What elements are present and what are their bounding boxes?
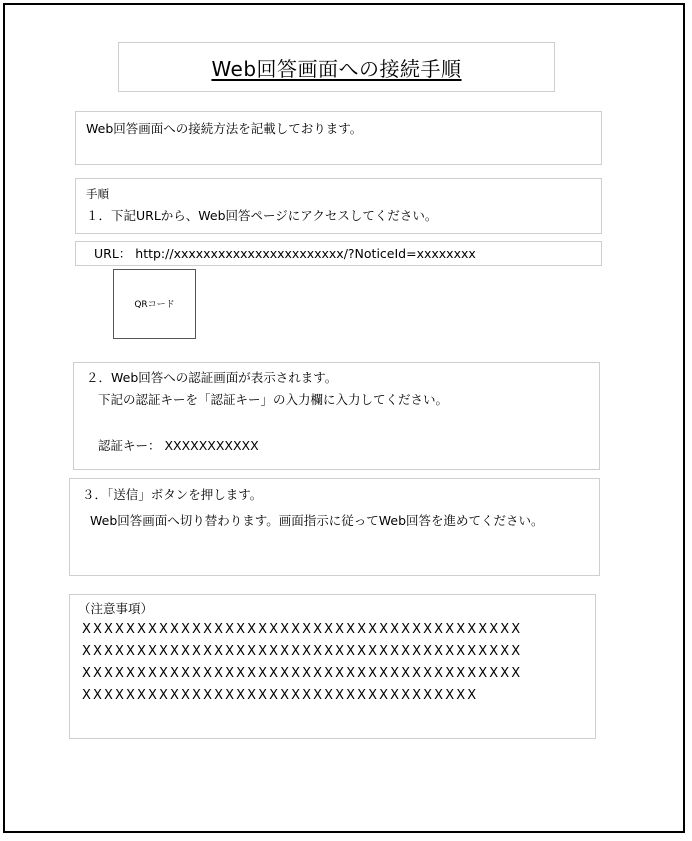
step2-box bbox=[73, 362, 600, 470]
notes-line: XXXXXXXXXXXXXXXXXXXXXXXXXXXXXXXXXXXXXXXX bbox=[82, 622, 523, 637]
notes-line: XXXXXXXXXXXXXXXXXXXXXXXXXXXXXXXXXXXXXXXX bbox=[82, 666, 523, 681]
title-box bbox=[118, 42, 555, 92]
steps-box bbox=[75, 178, 602, 234]
intro-box bbox=[75, 111, 602, 165]
url-box bbox=[75, 241, 602, 266]
page-title: Web回答画面への接続手順 bbox=[211, 57, 462, 81]
notes-line: XXXXXXXXXXXXXXXXXXXXXXXXXXXXXXXXXXXXXXXX bbox=[82, 644, 523, 659]
qr-code-label: QRコード bbox=[134, 300, 175, 310]
step3-line2: Web回答画面へ切り替わります。画面指示に従ってWeb回答を進めてください。 bbox=[90, 513, 544, 528]
notes-heading: （注意事項） bbox=[78, 601, 154, 616]
step2-line2: 下記の認証キーを「認証キー」の入力欄に入力してください。 bbox=[98, 392, 449, 407]
qr-code-placeholder bbox=[113, 269, 196, 339]
steps-heading: 手順 bbox=[86, 187, 109, 201]
step1-text: １．下記URLから、Web回答ページにアクセスしてください。 bbox=[86, 208, 438, 223]
auth-key-line: 認証キー： XXXXXXXXXXX bbox=[98, 438, 259, 453]
notes-box bbox=[69, 594, 596, 739]
notes-line: XXXXXXXXXXXXXXXXXXXXXXXXXXXXXXXXXXXX bbox=[82, 688, 479, 703]
step2-line1: ２．Web回答への認証画面が表示されます。 bbox=[86, 370, 338, 385]
document-page bbox=[3, 3, 685, 833]
intro-text: Web回答画面への接続方法を記載しております。 bbox=[86, 121, 363, 136]
step3-box bbox=[69, 478, 600, 576]
url-text: URL： http://xxxxxxxxxxxxxxxxxxxxxxx/?NoticeId=xxxxxxxx bbox=[94, 246, 476, 261]
step3-line1: ３．「送信」ボタンを押します。 bbox=[82, 487, 263, 502]
